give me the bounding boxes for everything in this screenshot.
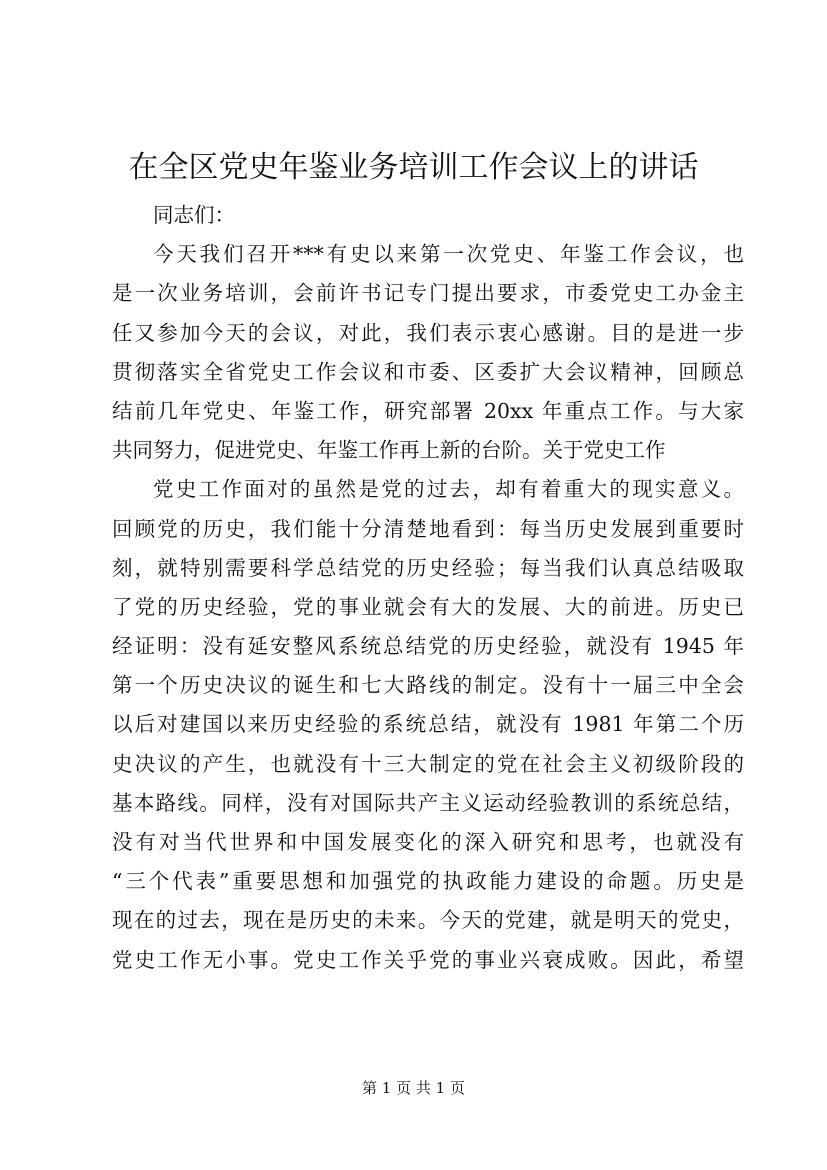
text-line: 史决议的产生，也就没有十三大制定的党在社会主义初级阶段的 [112, 751, 744, 776]
text-line: 今天我们召开***有史以来第一次党史、年鉴工作会议，也 [153, 242, 744, 267]
text-line: 任又参加今天的会议，对此，我们表示衷心感谢。目的是进一步 [112, 320, 744, 345]
text-line: 基本路线。同样，没有对国际共产主义运动经验教训的系统总结， [112, 790, 744, 815]
text-line: 经证明：没有延安整风系统总结党的历史经验，就没有 1945 年 [112, 634, 744, 659]
text-line: 党史工作面对的虽然是党的过去，却有着重大的现实意义。 [153, 477, 744, 502]
document-body [112, 196, 744, 980]
text-line: 现在的过去，现在是历史的未来。今天的党建，就是明天的党史， [112, 908, 744, 933]
text-line: 是一次业务培训，会前许书记专门提出要求，市委党史工办金主 [112, 281, 744, 306]
text-line: 结前几年党史、年鉴工作，研究部署 20xx 年重点工作。与大家 [112, 398, 744, 423]
text-line: 回顾党的历史，我们能十分清楚地看到：每当历史发展到重要时 [112, 516, 744, 541]
text-line: 没有对当代世界和中国发展变化的深入研究和思考，也就没有 [112, 830, 744, 854]
text-line: 刻，就特别需要科学总结党的历史经验；每当我们认真总结吸取 [112, 555, 744, 580]
text-line: 了党的历史经验，党的事业就会有大的发展、大的前进。历史已 [112, 594, 744, 619]
salutation: 同志们： [153, 203, 235, 227]
document-title: 在全区党史年鉴业务培训工作会议上的讲话 [128, 150, 699, 185]
text-line: 贯彻落实全省党史工作会议和市委、区委扩大会议精神，回顾总 [112, 359, 744, 384]
text-line: “三个代表”重要思想和加强党的执政能力建设的命题。历史是 [112, 869, 744, 894]
page-footer: 第 1 页 共 1 页 [362, 1079, 465, 1097]
text-line: 第一个历史决议的诞生和七大路线的制定。没有十一届三中全会 [112, 673, 744, 698]
text-line: 以后对建国以来历史经验的系统总结，就没有 1981 年第二个历 [112, 712, 744, 737]
text-line: 党史工作无小事。党史工作关乎党的事业兴衰成败。因此，希望 [112, 947, 744, 972]
text-line: 共同努力，促进党史、年鉴工作再上新的台阶。关于党史工作 [112, 438, 666, 463]
